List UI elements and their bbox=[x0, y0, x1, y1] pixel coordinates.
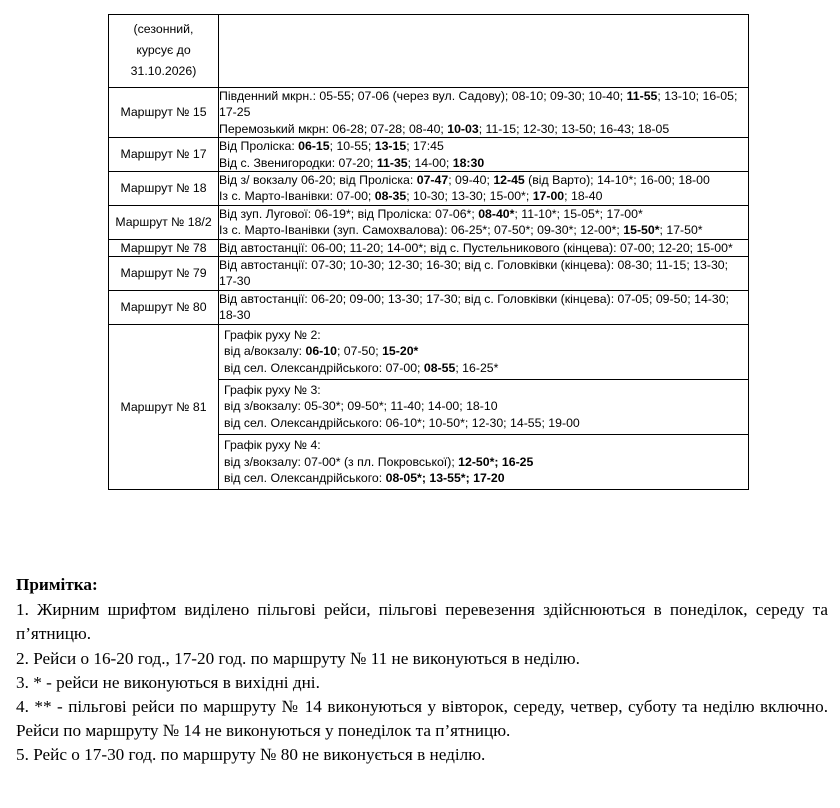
schedule-line bbox=[219, 222, 748, 238]
table-row bbox=[109, 15, 749, 88]
schedule-text: від а/вокзалу: bbox=[224, 344, 306, 359]
route-times-cell bbox=[219, 239, 749, 256]
note-item: 5. Рейс о 17-30 год. по маршруту № 80 не виконується в неділю. bbox=[16, 745, 486, 765]
route-times-cell bbox=[219, 172, 749, 206]
schedule-table-container bbox=[108, 14, 740, 490]
schedule-line bbox=[219, 188, 748, 204]
schedule-text: Від автостанції: 06-00; 11-20; 14-00*; від с. Пустельникового (кінцева): 07-00; 12-20; 15-00* bbox=[219, 240, 733, 255]
privileged-trip-time: 10-03 bbox=[447, 121, 479, 136]
table-row bbox=[109, 205, 749, 239]
schedule-text: ; 07-50; bbox=[336, 344, 383, 359]
privileged-trip-time: 11-35 bbox=[376, 155, 408, 170]
note-item: 1. Жирним шрифтом виділено пільгові рейси, пільгові перевезення здійснюються в понеділок, середу та п’ятницю. bbox=[16, 600, 828, 644]
route-times-cell bbox=[219, 205, 749, 239]
notes-list bbox=[16, 598, 828, 767]
schedule-line bbox=[224, 470, 744, 486]
route-name-text: Маршрут № 18 bbox=[120, 181, 207, 196]
privileged-trip-time: 12-45 bbox=[493, 173, 525, 188]
route-times-cell bbox=[219, 290, 749, 324]
privileged-trip-time: 06-15 bbox=[298, 139, 330, 154]
schedule-text: Із с. Марто-Іванівки: 07-00; bbox=[219, 189, 375, 204]
sub-schedule-cell bbox=[219, 379, 748, 434]
route-81-schedules-cell bbox=[219, 324, 749, 490]
schedule-line bbox=[219, 138, 748, 154]
schedule-line bbox=[224, 327, 744, 343]
schedule-text: від з/вокзалу: 07-00* (з пл. Покровської); bbox=[224, 454, 459, 469]
schedule-text: ; 17-50* bbox=[659, 223, 703, 238]
route-name-cell bbox=[109, 239, 219, 256]
route-name-cell bbox=[109, 205, 219, 239]
schedule-text: від з/вокзалу: 05-30*; 09-50*; 11-40; 14-00; 18-10 bbox=[224, 399, 498, 414]
schedule-line bbox=[224, 437, 744, 453]
route-name-text: Маршрут № 17 bbox=[120, 147, 207, 162]
sub-schedule-row bbox=[219, 379, 748, 434]
schedule-text: (від Варто); 14-10*; 16-00; 18-00 bbox=[524, 173, 710, 188]
privileged-trip-time: 08-05*; 13-55*; 17-20 bbox=[385, 470, 505, 485]
schedule-text: ; 10-55; bbox=[329, 139, 375, 154]
schedule-line bbox=[219, 172, 748, 188]
route-times-cell bbox=[219, 257, 749, 291]
schedule-text: Від з/ вокзалу 06-20; від Проліска: bbox=[219, 173, 417, 188]
privileged-trip-time: 15-50* bbox=[623, 223, 660, 238]
schedule-text: ; 17:45 bbox=[406, 139, 444, 154]
route-name-text: курсує до bbox=[136, 43, 191, 57]
schedule-text: Від с. Звенигородки: 07-20; bbox=[219, 155, 377, 170]
route-name-text: (сезонний, bbox=[133, 22, 194, 36]
schedule-text: від сел. Олександрійського: 07-00; bbox=[224, 360, 424, 375]
schedule-text: ; 10-30; 13-30; 15-00*; bbox=[406, 189, 533, 204]
sub-schedule-row bbox=[219, 325, 748, 380]
note-item: 4. ** - пільгові рейси по маршруту № 14 виконуються у вівторок, середу, четвер, суботу та неділю включно. Рейси по маршруту № 14 не виконуються у понеділок та п’ятницю. bbox=[16, 697, 828, 741]
bus-schedule-table bbox=[108, 14, 749, 490]
notes-section bbox=[16, 573, 828, 768]
sub-schedule-row bbox=[219, 435, 748, 490]
privileged-trip-time: 17-00 bbox=[532, 189, 565, 204]
sub-schedule-cell bbox=[219, 435, 748, 490]
schedule-text: Від автостанції: 07-30; 10-30; 12-30; 16-30; від с. Головківки (кінцева): 08-30; 11-15; 13-30; 17-30 bbox=[219, 258, 729, 289]
schedule-text: ; 14-00; bbox=[407, 155, 453, 170]
schedule-line bbox=[219, 291, 748, 324]
sub-schedule-cell bbox=[219, 325, 748, 380]
route-name-cell: Маршрут № 81 bbox=[109, 324, 219, 490]
route-name-cell bbox=[109, 257, 219, 291]
table-row bbox=[109, 257, 749, 291]
route-name-text: Маршрут № 18/2 bbox=[115, 215, 212, 230]
schedule-line bbox=[224, 415, 744, 431]
privileged-trip-time: 08-55 bbox=[423, 360, 456, 375]
schedule-line bbox=[219, 121, 748, 137]
schedule-line bbox=[219, 88, 748, 121]
schedule-table-body bbox=[109, 15, 749, 490]
schedule-line bbox=[219, 155, 748, 171]
route-times-cell bbox=[219, 15, 749, 88]
route-times-cell bbox=[219, 138, 749, 172]
schedule-text: від сел. Олександрійського: 06-10*; 10-50*; 12-30; 14-55; 19-00 bbox=[224, 415, 580, 430]
schedule-text: Графік руху № 4: bbox=[224, 438, 321, 453]
table-row bbox=[109, 88, 749, 138]
schedule-text: Із с. Марто-Іванівки (зуп. Самохвалова): 06-25*; 07-50*; 09-30*; 12-00*; bbox=[219, 223, 624, 238]
route-name-text: 31.10.2026) bbox=[130, 64, 197, 78]
notes-title: Примітка: bbox=[16, 575, 98, 594]
route-name-text: Маршрут № 78 bbox=[120, 240, 207, 255]
schedule-line bbox=[224, 454, 744, 470]
schedule-text: Від автостанції: 06-20; 09-00; 13-30; 17-30; від с. Головківки (кінцева): 07-05; 09-50; 14-30; 18-30 bbox=[219, 291, 729, 323]
route-81-sub-table bbox=[219, 325, 748, 490]
table-row bbox=[109, 290, 749, 324]
route-name-text: Маршрут № 15 bbox=[120, 105, 207, 120]
schedule-text: ; 18-40 bbox=[564, 189, 603, 204]
privileged-trip-time: 15-20* bbox=[382, 344, 419, 359]
schedule-line bbox=[219, 206, 748, 222]
privileged-trip-time: 18:30 bbox=[452, 155, 485, 170]
table-row-route-81 bbox=[109, 324, 749, 490]
privileged-trip-time: 07-47 bbox=[416, 173, 449, 188]
schedule-text: ; 09-40; bbox=[448, 173, 494, 188]
route-name-cell bbox=[109, 88, 219, 138]
privileged-trip-time: 08-35 bbox=[374, 189, 407, 204]
schedule-text: ; 16-25* bbox=[455, 360, 499, 375]
route-times-cell bbox=[219, 88, 749, 138]
schedule-text: Графік руху № 3: bbox=[224, 382, 321, 397]
route-name-cell bbox=[109, 172, 219, 206]
schedule-text: Південний мкрн.: 05-55; 07-06 (через вул. Садову); 08-10; 09-30; 10-40; bbox=[219, 89, 627, 103]
route-name-cell bbox=[109, 138, 219, 172]
route-name-cell bbox=[109, 290, 219, 324]
schedule-text: ; 11-10*; 15-05*; 17-00* bbox=[514, 206, 643, 221]
schedule-text: ; 11-15; 12-30; 13-50; 16-43; 18-05 bbox=[478, 121, 670, 136]
privileged-trip-time: 06-10 bbox=[305, 344, 337, 359]
schedule-line bbox=[219, 240, 748, 256]
schedule-text: ; 13-10; 16-05; 17-25 bbox=[219, 89, 738, 120]
table-row bbox=[109, 172, 749, 206]
privileged-trip-time: 13-15 bbox=[374, 139, 407, 154]
schedule-text: від сел. Олександрійського: bbox=[224, 470, 386, 485]
route-name-text: Маршрут № 79 bbox=[120, 266, 207, 281]
schedule-line bbox=[219, 257, 748, 290]
route-name-cell bbox=[109, 15, 219, 88]
route-name-text: Маршрут № 80 bbox=[120, 300, 207, 315]
table-row bbox=[109, 239, 749, 256]
note-item: 3. * - рейси не виконуються в вихідні дні. bbox=[16, 672, 320, 692]
schedule-text: Від зуп. Лугової: 06-19*; від Проліска: 07-06*; bbox=[219, 206, 479, 221]
table-row bbox=[109, 138, 749, 172]
schedule-line bbox=[224, 343, 744, 359]
schedule-text: Перемозький мкрн: 06-28; 07-28; 08-40; bbox=[219, 121, 448, 136]
privileged-trip-time: 08-40* bbox=[478, 206, 515, 221]
privileged-trip-time: 12-50*; 16-25 bbox=[458, 454, 534, 469]
schedule-line bbox=[224, 398, 744, 414]
schedule-text: Від Проліска: bbox=[219, 139, 299, 154]
schedule-line bbox=[224, 382, 744, 398]
schedule-line bbox=[224, 360, 744, 376]
schedule-text: Графік руху № 2: bbox=[224, 327, 321, 342]
note-item: 2. Рейси о 16-20 год., 17-20 год. по маршруту № 11 не виконуються в неділю. bbox=[16, 648, 580, 668]
privileged-trip-time: 11-55 bbox=[626, 89, 658, 103]
